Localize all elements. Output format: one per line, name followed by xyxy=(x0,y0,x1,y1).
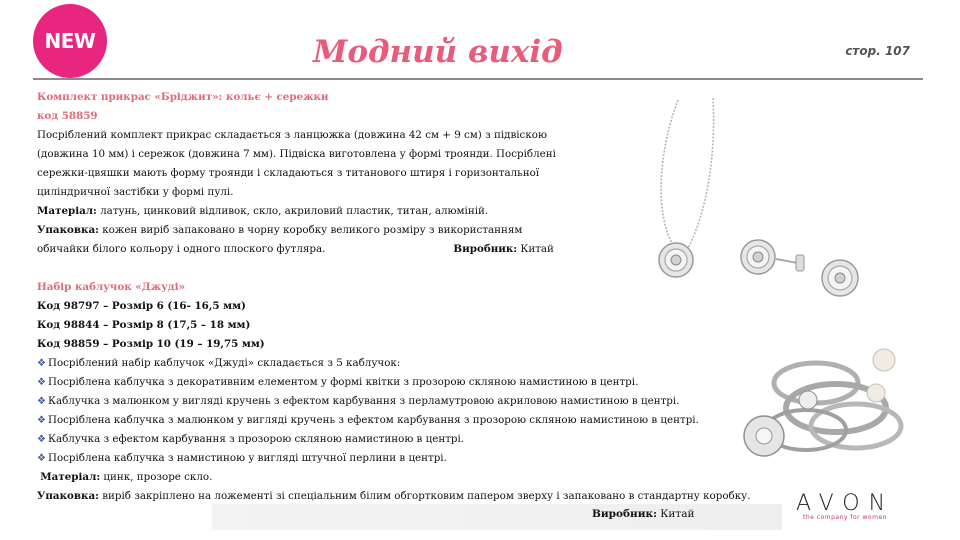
new-badge-label: NEW xyxy=(44,29,96,53)
maker-value: Китай xyxy=(656,508,695,520)
bullet-text: Посріблена каблучка з декоративним елементом у формі квітки з прозорою скляною намистиною в центрі. xyxy=(47,376,639,388)
bullet-text: Каблучка з ефектом карбування з прозорою скляною намистиною в центрі. xyxy=(47,433,465,445)
brand-tagline: the company for women xyxy=(803,514,887,521)
diamond-bullet-icon: ❖ xyxy=(37,396,46,407)
product2-code: Код 98844 – Розмір 8 (17,5 – 18 мм) xyxy=(37,319,251,331)
avon-logo xyxy=(795,491,895,521)
page-title: Модний вихід xyxy=(313,34,563,70)
bullet-text: Посріблена каблучка з малюнком у вигляді кручень з ефектом карбування з прозорою скляною намистиною в центрі. xyxy=(47,414,699,426)
product1-desc-line: циліндричної застібки у формі пулі. xyxy=(37,186,234,198)
bullet-text: Посріблена каблучка з намистиною у вигляді штучної перлини в центрі. xyxy=(47,452,447,464)
bullet-item xyxy=(37,430,757,449)
rings-set-image xyxy=(736,338,916,468)
maker-label: Виробник: xyxy=(592,508,657,520)
bullet-text: Каблучка з малюнком у вигляді кручень з ефектом карбування з перламутровою акриловою намистиною в центрі. xyxy=(47,395,680,407)
packing-value-cont: обичайки білого кольору і одного плоского футляра. xyxy=(37,243,326,255)
bullet-item xyxy=(37,449,757,468)
packing-label: Упаковка: xyxy=(37,490,99,502)
page-number: стор. 107 xyxy=(845,44,910,58)
packing-label: Упаковка: xyxy=(37,224,99,236)
bullet-text: Посріблений набір каблучок «Джуді» складається з 5 каблучок: xyxy=(47,357,401,369)
product2-name: Набір каблучок «Джуді» xyxy=(37,281,186,293)
product1-name: Комплект прикрас «Бріджит»: кольє + сережки xyxy=(37,91,329,103)
material-label: Матеріал: xyxy=(37,205,97,217)
bullet-item xyxy=(37,411,757,430)
product1-maker xyxy=(453,240,554,259)
product1-desc-line: (довжина 10 мм) і сережок (довжина 7 мм). Підвіска виготовлена у формі троянди. Посріблені xyxy=(37,148,556,160)
maker-label: Виробник: xyxy=(453,243,518,255)
packing-value: кожен виріб запаковано в чорну коробку великого розміру з використанням xyxy=(98,224,523,236)
product2-material xyxy=(37,468,757,487)
bullet-item xyxy=(37,373,757,392)
material-value: цинк, прозоре скло. xyxy=(100,471,213,483)
material-value: латунь, цинковий відливок, скло, акриловий пластик, титан, алюміній. xyxy=(96,205,489,217)
maker-value: Китай xyxy=(517,243,554,255)
product1-code: код 58859 xyxy=(37,110,98,122)
diamond-bullet-icon: ❖ xyxy=(37,434,46,445)
bullet-item xyxy=(37,392,757,411)
footer-bar xyxy=(212,504,782,530)
product1-desc-line: Посріблений комплект прикрас складається з ланцюжка (довжина 42 см + 9 см) з підвіскою xyxy=(37,129,547,141)
product2-code: Код 98859 – Розмір 10 (19 – 19,75 мм) xyxy=(37,338,265,350)
necklace-earrings-image xyxy=(638,92,888,297)
bullet-item xyxy=(37,354,757,373)
material-label: Матеріал: xyxy=(40,471,101,483)
product2-code: Код 98797 – Розмір 6 (16- 16,5 мм) xyxy=(37,300,246,312)
diamond-bullet-icon: ❖ xyxy=(37,358,46,369)
header-divider xyxy=(33,78,923,80)
packing-value: виріб закріплено на ложементі зі спеціальним білим обгортковим папером зверху і запаковано в стандартну коробку. xyxy=(98,490,751,502)
new-badge xyxy=(33,4,107,78)
brand-name: AVON xyxy=(795,491,895,516)
diamond-bullet-icon: ❖ xyxy=(37,377,46,388)
diamond-bullet-icon: ❖ xyxy=(37,453,46,464)
diamond-bullet-icon: ❖ xyxy=(37,415,46,426)
product1-desc-line: сережки-цвяшки мають форму троянди і складаються з титанового штиря і горизонтальної xyxy=(37,167,540,179)
footer-maker xyxy=(592,508,694,520)
